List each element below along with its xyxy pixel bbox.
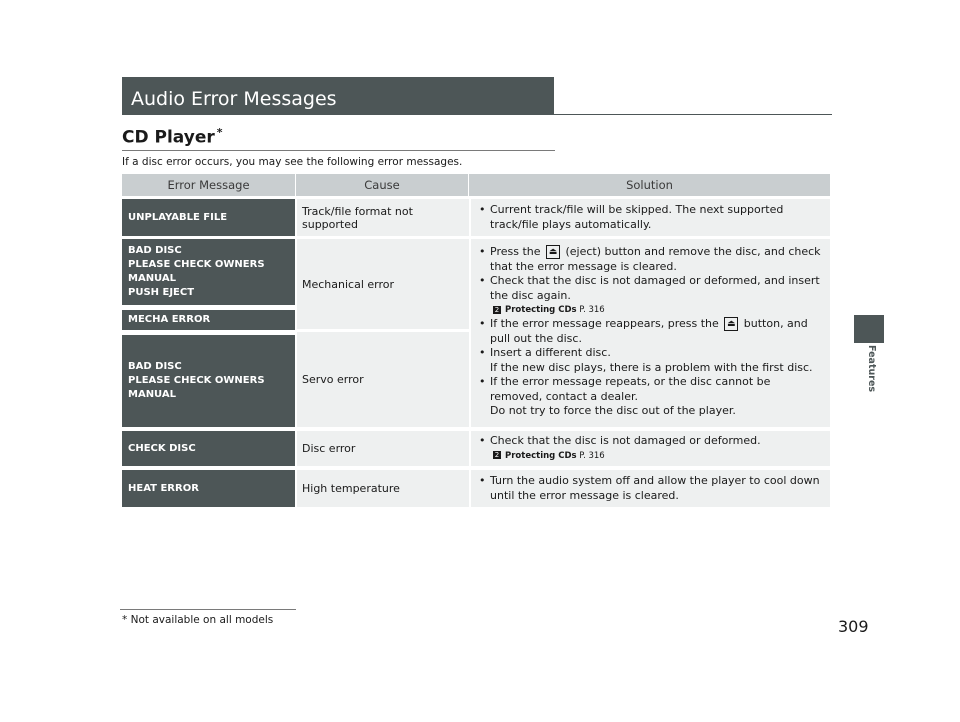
header-error-message: Error Message — [167, 178, 250, 192]
table-row — [122, 239, 830, 427]
solution-item: • Check that the disc is not damaged or deformed, and insert the disc again. — [479, 274, 822, 303]
cause: Servo error — [297, 332, 469, 427]
cause: Disc error — [297, 431, 469, 466]
table-row — [122, 470, 830, 507]
table-row — [122, 431, 830, 466]
reference-arrow-icon: 2 — [494, 451, 500, 459]
eject-icon: ⏏ — [724, 317, 738, 331]
table-header — [122, 174, 830, 196]
header-rule — [554, 114, 832, 115]
error-message: BAD DISC PLEASE CHECK OWNERS MANUAL PUSH EJECT — [122, 239, 295, 305]
header-solution: Solution — [468, 174, 830, 196]
solution-item: • Current track/file will be skipped. The next supported track/file plays automatically. — [479, 203, 822, 232]
solution-item: • If the error message reappears, press the ⏏ button, and pull out the disc. — [479, 317, 822, 346]
reference-arrow-icon: 2 — [494, 305, 500, 314]
footnote: * Not available on all models — [122, 614, 274, 626]
header-title: Audio Error Messages — [131, 88, 337, 110]
cause: Track/file format not supported — [297, 199, 469, 236]
error-message: UNPLAYABLE FILE — [122, 199, 295, 236]
availability-marker: * — [216, 126, 223, 139]
section-title — [122, 126, 223, 148]
cross-reference[interactable]: 2 Protecting CDs P. 316 — [494, 305, 605, 315]
solution-item: • Check that the disc is not damaged or deformed. — [479, 434, 822, 449]
section-title-text: CD Player — [122, 127, 215, 148]
page-number: 309 — [838, 617, 869, 636]
solution-item: • Insert a different disc. If the new disc plays, there is a problem with the first disc. — [479, 346, 822, 375]
side-section-label: Features — [866, 345, 877, 393]
error-message: HEAT ERROR — [122, 470, 295, 507]
solution — [471, 199, 830, 236]
cause: High temperature — [297, 470, 469, 507]
cause: Mechanical error — [297, 239, 469, 329]
section-rule — [122, 150, 555, 151]
error-message: CHECK DISC — [122, 431, 295, 466]
footnote-rule — [120, 609, 296, 610]
error-table — [122, 174, 830, 502]
header-cause: Cause — [295, 174, 468, 196]
solution-item: • Turn the audio system off and allow the player to cool down until the error message is cleared. — [479, 474, 822, 503]
intro-text: If a disc error occurs, you may see the following error messages. — [122, 156, 463, 168]
table-row — [122, 199, 830, 236]
eject-icon: ⏏ — [546, 245, 560, 259]
cross-reference[interactable]: 2 Protecting CDs P. 316 — [494, 450, 605, 461]
solution-item: • Press the ⏏ (eject) button and remove the disc, and check that the error message is cleared. — [479, 245, 822, 274]
solution — [471, 239, 830, 427]
solution-item: • If the error message repeats, or the disc cannot be removed, contact a dealer. Do not try to force the disc out of the player. — [479, 375, 822, 419]
solution — [471, 470, 830, 507]
error-message: MECHA ERROR — [122, 310, 295, 330]
chapter-header — [122, 77, 554, 115]
side-tab-marker — [854, 315, 884, 343]
error-message: BAD DISC PLEASE CHECK OWNERS MANUAL — [122, 335, 295, 427]
solution — [471, 431, 830, 466]
